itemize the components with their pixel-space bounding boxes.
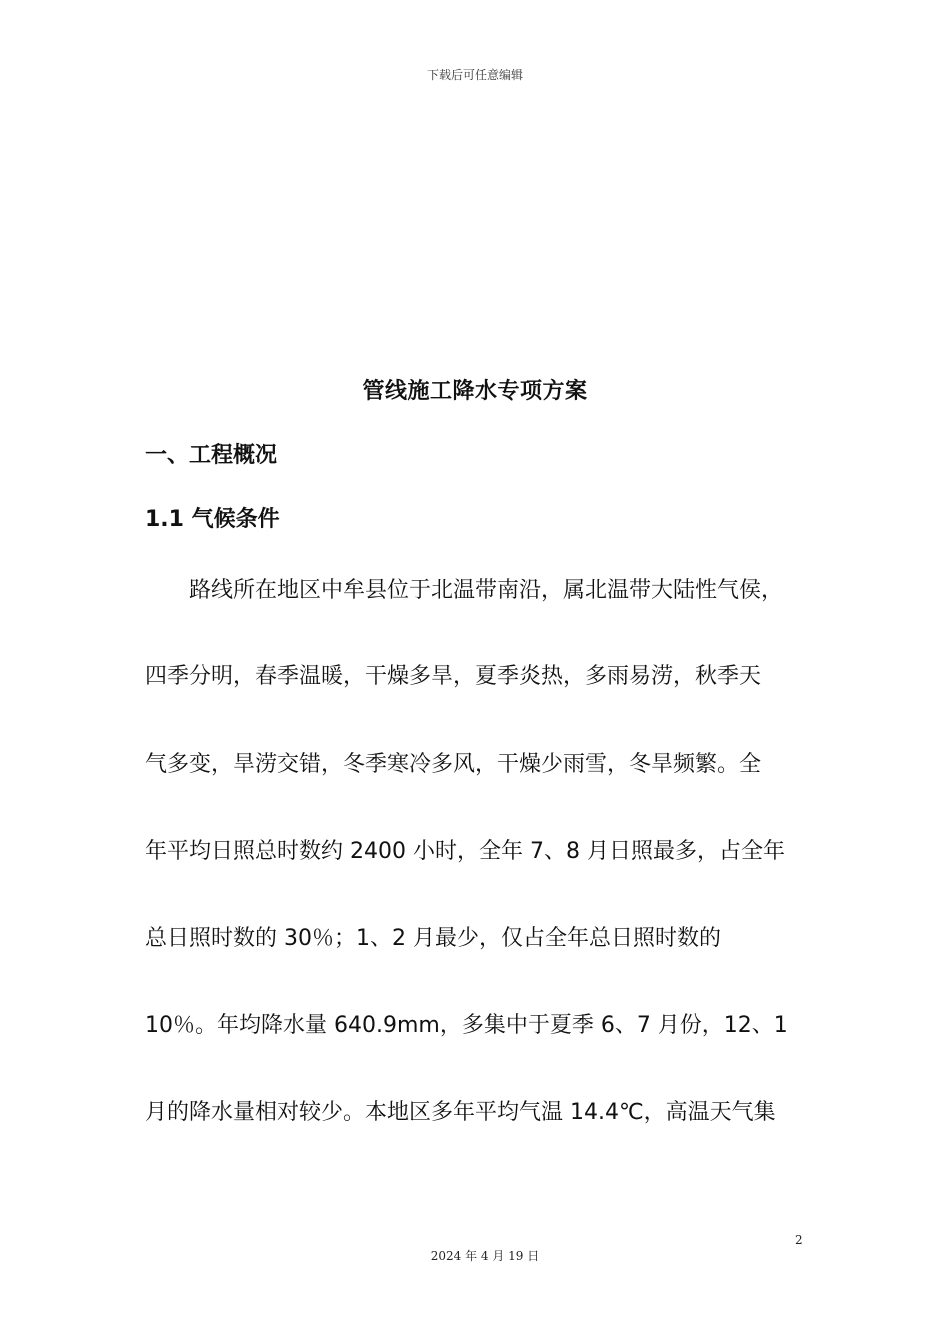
- subsection-heading-climate: 1.1 气候条件: [145, 507, 280, 532]
- paragraph-line: 气多变，旱涝交错，冬季寒冷多风，干燥少雨雪，冬旱频繁。全: [145, 752, 762, 777]
- section-heading-overview: 一、工程概况: [145, 443, 278, 468]
- paragraph-line: 四季分明，春季温暖，干燥多旱，夏季炎热，多雨易涝，秋季天: [145, 664, 762, 689]
- footer-date: 2024 年 4 月 19 日: [430, 1249, 540, 1263]
- paragraph-line: 路线所在地区中牟县位于北温带南沿，属北温带大陆性气侯，: [145, 578, 784, 603]
- paragraph-line: 总日照时数的 30％；1、2 月最少，仅占全年总日照时数的: [145, 926, 721, 951]
- page-number: 2: [795, 1233, 803, 1247]
- paragraph-line: 年平均日照总时数约 2400 小时，全年 7、8 月日照最多，占全年: [145, 839, 785, 864]
- document-title: 管线施工降水专项方案: [362, 379, 588, 404]
- header-note: 下载后可任意编辑: [426, 68, 523, 82]
- paragraph-line: 月的降水量相对较少。本地区多年平均气温 14.4℃，高温天气集: [145, 1100, 776, 1125]
- paragraph-line: 10％。年均降水量 640.9mm，多集中于夏季 6、7 月份，12、1: [145, 1013, 788, 1038]
